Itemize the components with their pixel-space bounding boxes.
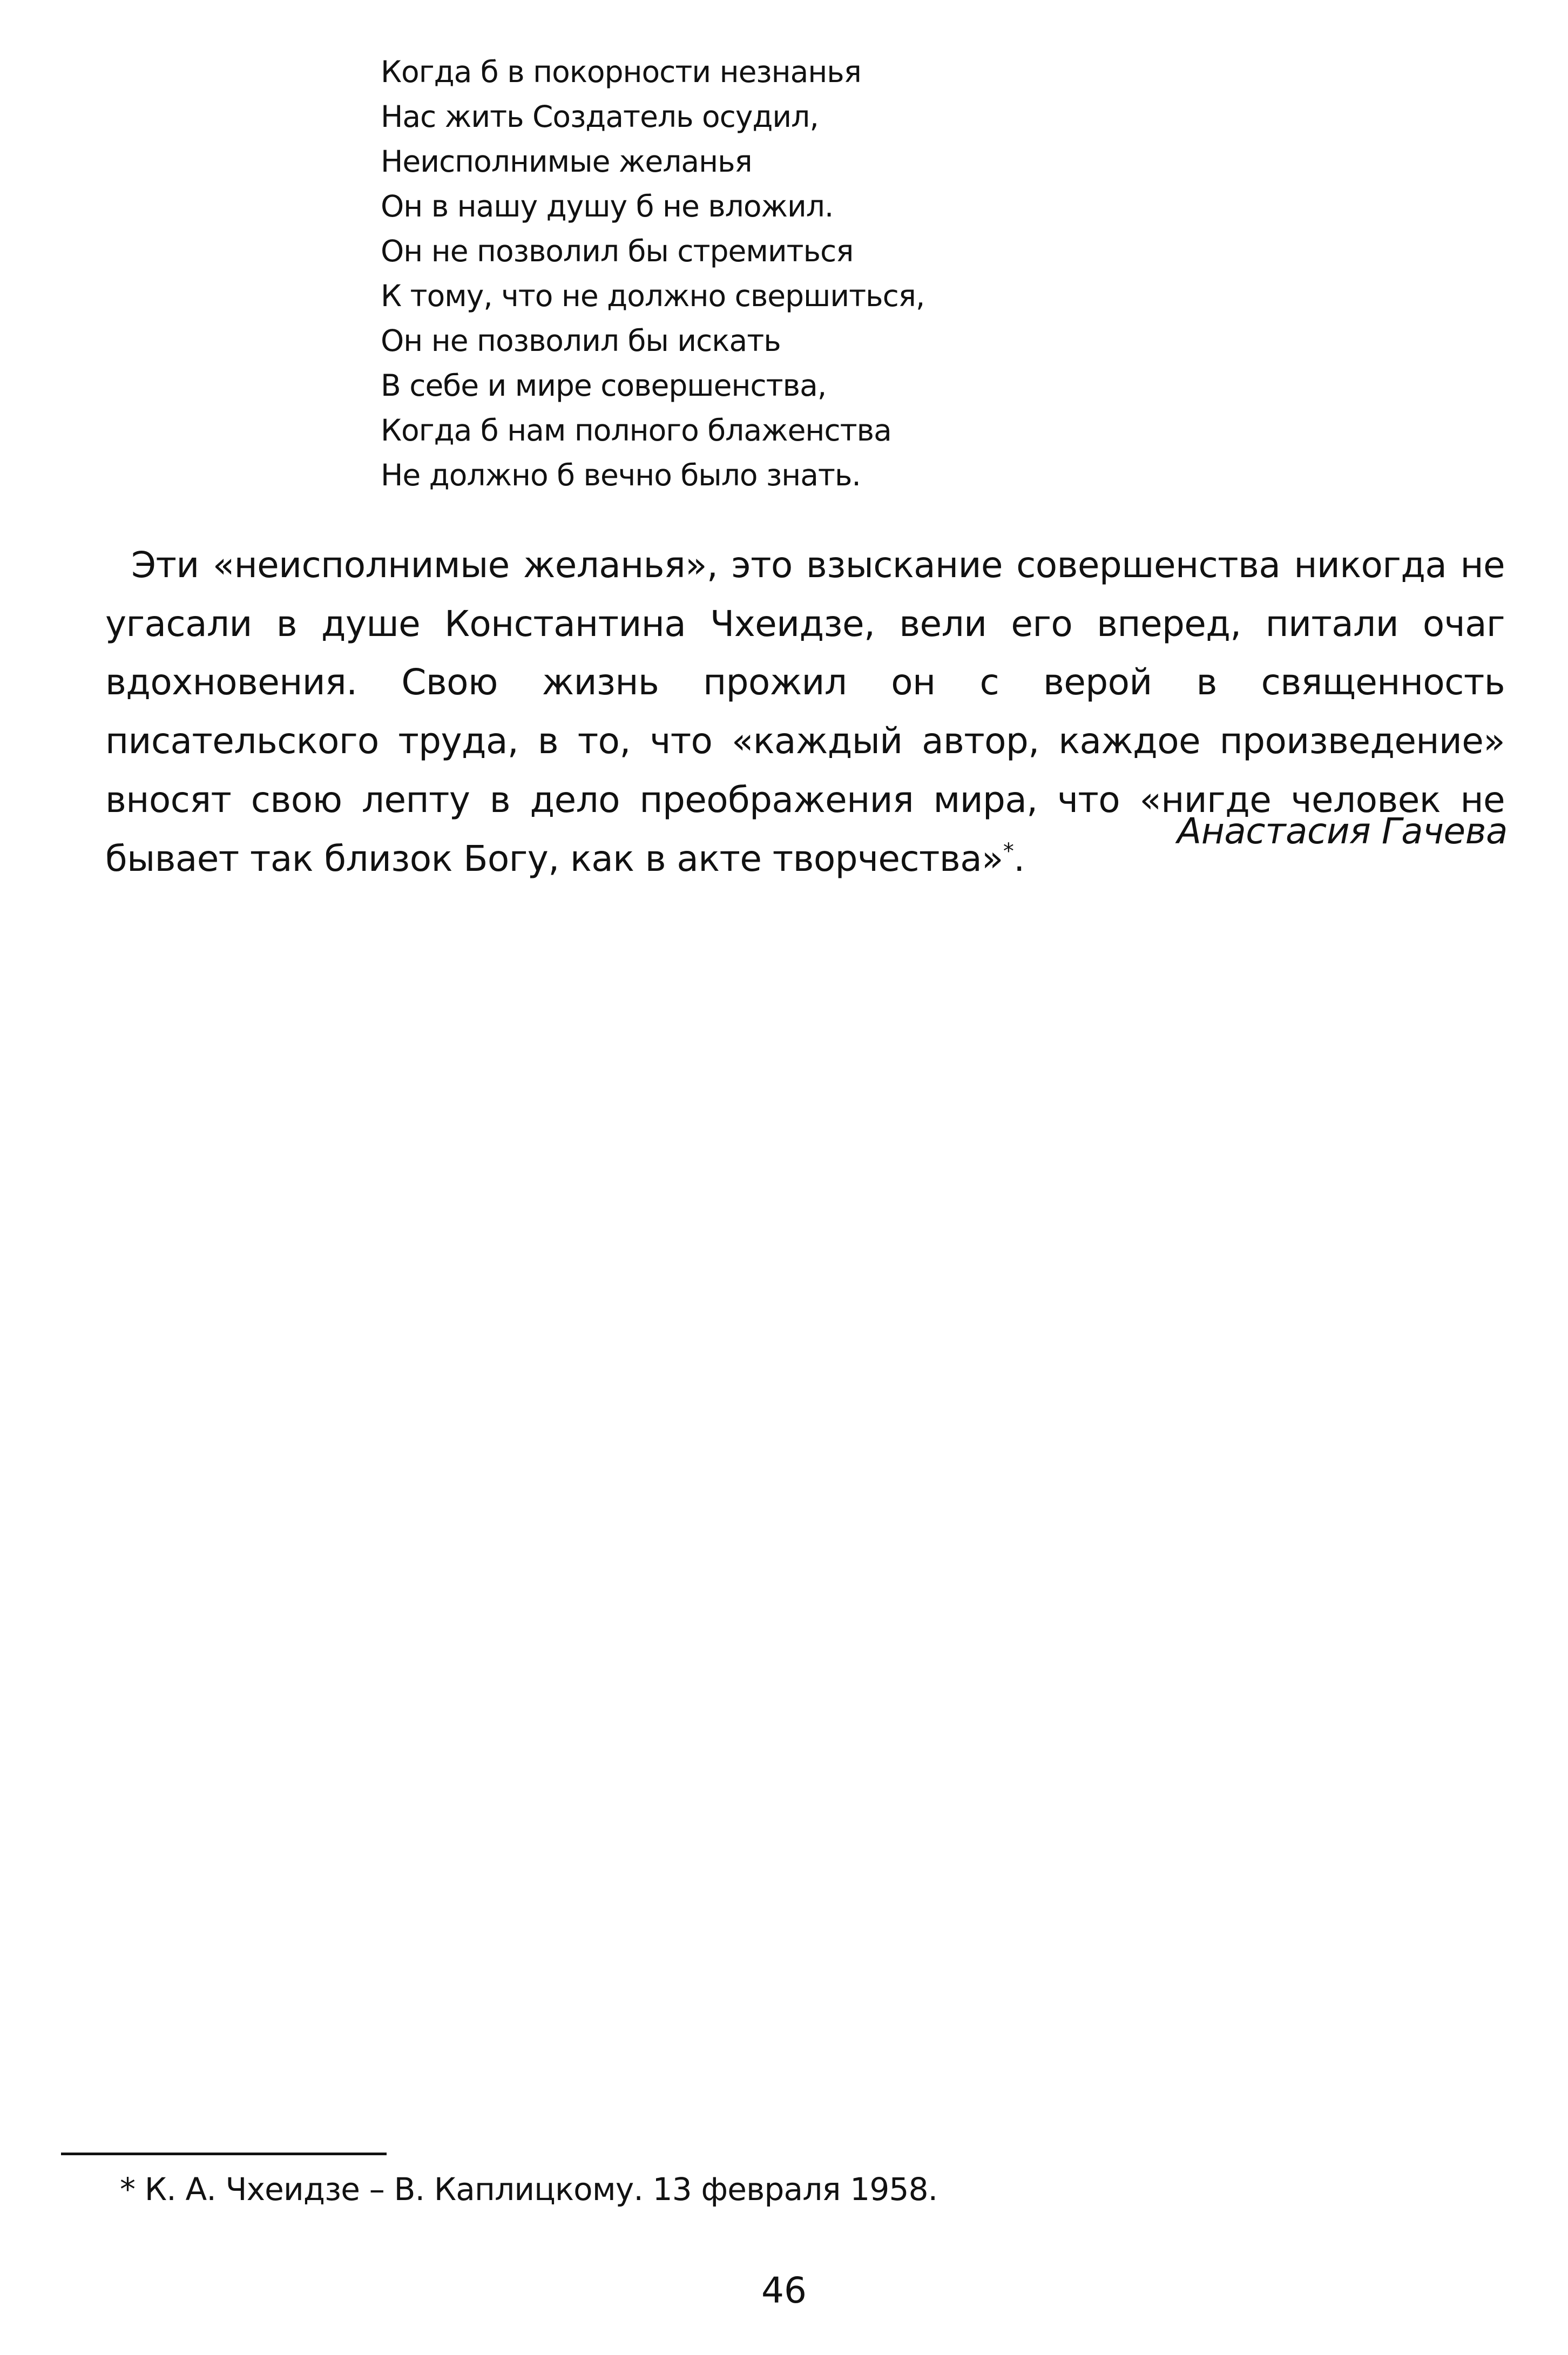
poem-line: Он в нашу душу б не вложил. bbox=[381, 189, 834, 224]
poem-line: Неисполнимые желанья bbox=[381, 144, 752, 179]
paragraph-text: Эти «неисполнимые желанья», это взыскание совершенства никогда не угасали в душе Константина Чхеидзе, вели его вперед, питали очаг вдохновения. Свою жизнь прожил он с верой в священность писательского труда, в то, что «каждый автор, каждое произведение» вносят свою лепту в дело преображения мира, что «нигде человек не бывает так близок Богу, как в акте творчества» bbox=[105, 544, 1505, 879]
poem-stanza bbox=[381, 50, 1137, 498]
page-number: 46 bbox=[761, 2270, 807, 2311]
paragraph-end: . bbox=[1013, 837, 1025, 879]
footnote-divider bbox=[61, 2153, 387, 2155]
author-signature: Анастасия Гачева bbox=[1177, 810, 1508, 852]
footnote-marker: * bbox=[1003, 838, 1014, 864]
poem-line: К тому, что не должно свершиться, bbox=[381, 279, 925, 313]
footnote-text: * К. А. Чхеидзе – В. Каплицкому. 13 февраля 1958. bbox=[120, 2171, 938, 2208]
poem-line: Нас жить Создатель осудил, bbox=[381, 99, 819, 134]
poem-line: Когда б нам полного блаженства bbox=[381, 413, 891, 448]
poem-line: Он не позволил бы искать bbox=[381, 323, 781, 358]
poem-line: Не должно б вечно было знать. bbox=[381, 458, 861, 492]
poem-line: В себе и мире совершенства, bbox=[381, 368, 827, 403]
poem-line: Когда б в покорности незнанья bbox=[381, 55, 861, 89]
poem-line: Он не позволил бы стремиться bbox=[381, 234, 854, 268]
